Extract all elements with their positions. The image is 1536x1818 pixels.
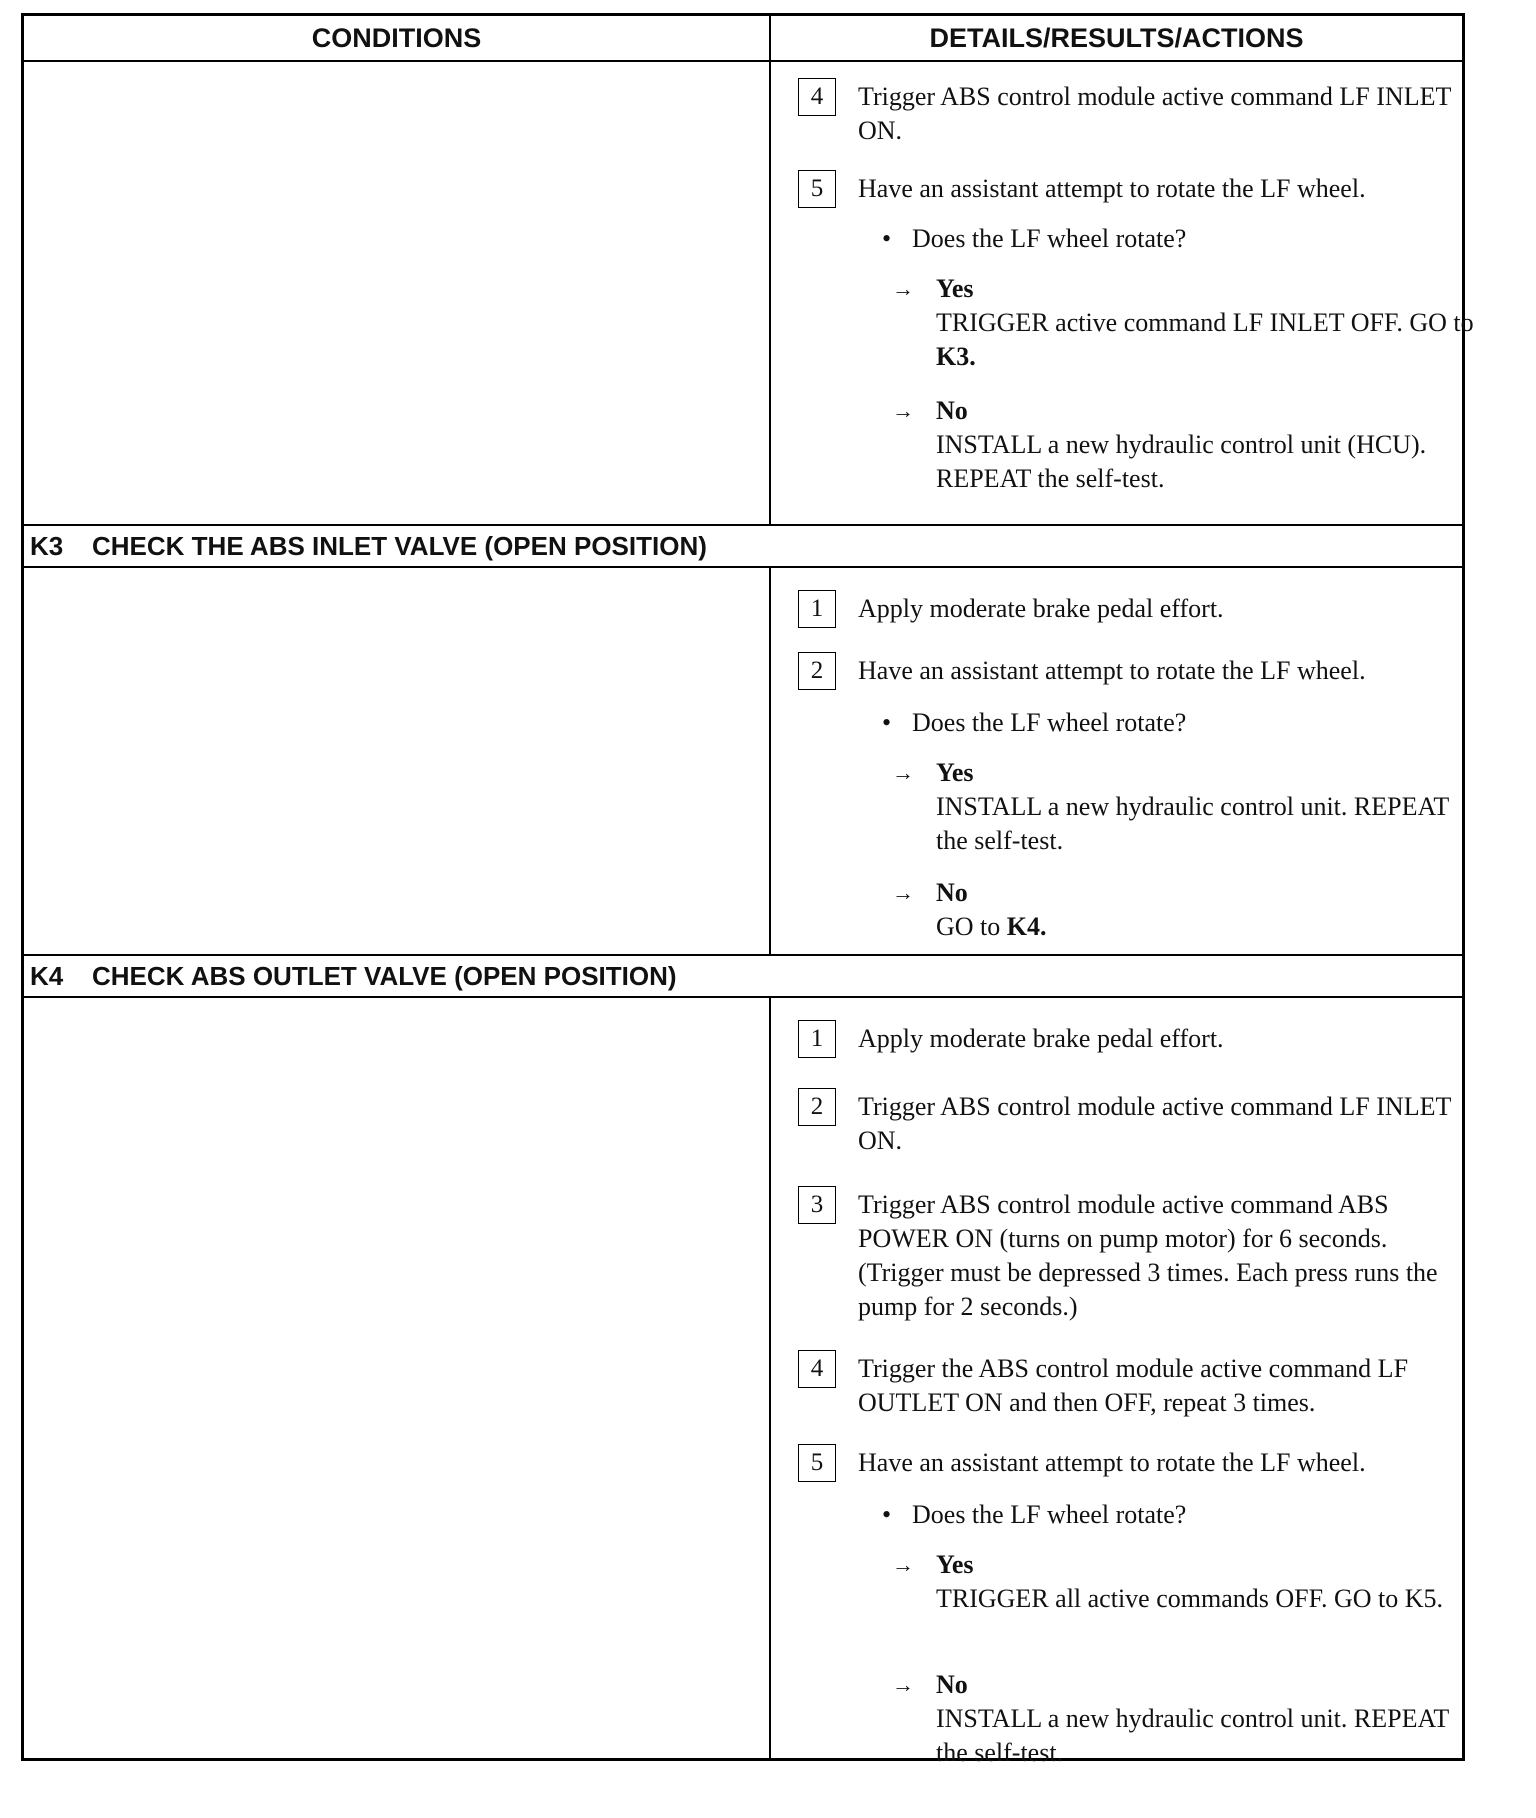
answer-text: INSTALL a new hydraulic control unit. REPEAT the self-test. — [936, 792, 1449, 855]
answer-body: GO to — [936, 912, 1007, 941]
arrow-right-icon: → — [892, 880, 914, 905]
answer-text — [936, 910, 1476, 944]
step-number: 5 — [798, 170, 836, 208]
answer-label: No — [936, 1670, 968, 1699]
bullet-icon: • — [882, 224, 892, 253]
step-text: Apply moderate brake pedal effort. — [858, 594, 1224, 623]
step-text: Trigger ABS control module active command LF INLET ON. — [858, 82, 1451, 145]
section-title: CHECK THE ABS INLET VALVE (OPEN POSITION) — [92, 531, 707, 561]
answer-text: TRIGGER all active commands OFF. GO to K5. — [936, 1584, 1444, 1613]
step-number: 2 — [798, 1088, 836, 1126]
question-text: Does the LF wheel rotate? — [912, 1500, 1187, 1529]
column-divider — [769, 16, 771, 524]
answer-text: INSTALL a new hydraulic control unit. REPEAT the self-test. — [936, 1704, 1449, 1767]
arrow-right-icon: → — [892, 276, 914, 301]
answer-label: Yes — [936, 758, 974, 787]
step-number: 2 — [798, 652, 836, 690]
step-text: Trigger ABS control module active command LF INLET ON. — [858, 1092, 1451, 1155]
step-text: Have an assistant attempt to rotate the LF wheel. — [858, 174, 1366, 203]
answer-label: Yes — [936, 274, 974, 303]
answer-label: Yes — [936, 1550, 974, 1579]
step-number: 1 — [798, 590, 836, 628]
answer-text: INSTALL a new hydraulic control unit (HCU). REPEAT the self-test. — [936, 430, 1427, 493]
arrow-right-icon: → — [892, 1672, 914, 1697]
diagnostic-table — [21, 13, 1474, 1767]
question-text: Does the LF wheel rotate? — [912, 708, 1187, 737]
step-text: Have an assistant attempt to rotate the LF wheel. — [858, 656, 1366, 685]
step-text: Trigger ABS control module active command ABS POWER ON (turns on pump motor) for 6 seconds. (Trigger must be depressed 3 times. Each press runs the pump for 2 seconds.) — [858, 1190, 1438, 1321]
column-divider — [769, 566, 771, 954]
arrow-right-icon: → — [892, 1552, 914, 1577]
details-header: DETAILS/RESULTS/ACTIONS — [929, 23, 1304, 53]
step-text: Apply moderate brake pedal effort. — [858, 1024, 1224, 1053]
section-k4-header — [24, 954, 1462, 998]
section-title: CHECK ABS OUTLET VALVE (OPEN POSITION) — [92, 961, 677, 991]
section-code: K4 — [30, 961, 64, 991]
bullet-icon: • — [882, 708, 892, 737]
answer-text — [936, 306, 1476, 374]
answer-body: TRIGGER active command LF INLET OFF. GO to — [936, 308, 1474, 337]
column-divider — [769, 996, 771, 1758]
answer-label: No — [936, 878, 968, 907]
step-number: 4 — [798, 1350, 836, 1388]
step-number: 4 — [798, 78, 836, 116]
arrow-right-icon: → — [892, 398, 914, 423]
conditions-header: CONDITIONS — [311, 23, 482, 53]
section-k3-header — [24, 524, 1462, 568]
arrow-right-icon: → — [892, 760, 914, 785]
answer-label: No — [936, 396, 968, 425]
step-text: Have an assistant attempt to rotate the LF wheel. — [858, 1448, 1366, 1477]
table-header — [24, 16, 1462, 62]
answer-ref: K3. — [936, 342, 976, 371]
answer-ref: K4. — [1006, 912, 1047, 941]
step-number: 1 — [798, 1020, 836, 1058]
step-text: Trigger the ABS control module active command LF OUTLET ON and then OFF, repeat 3 times. — [858, 1354, 1409, 1417]
question-text: Does the LF wheel rotate? — [912, 224, 1187, 253]
bullet-icon: • — [882, 1500, 892, 1529]
section-code: K3 — [30, 531, 64, 561]
step-number: 5 — [798, 1444, 836, 1482]
step-number: 3 — [798, 1186, 836, 1224]
